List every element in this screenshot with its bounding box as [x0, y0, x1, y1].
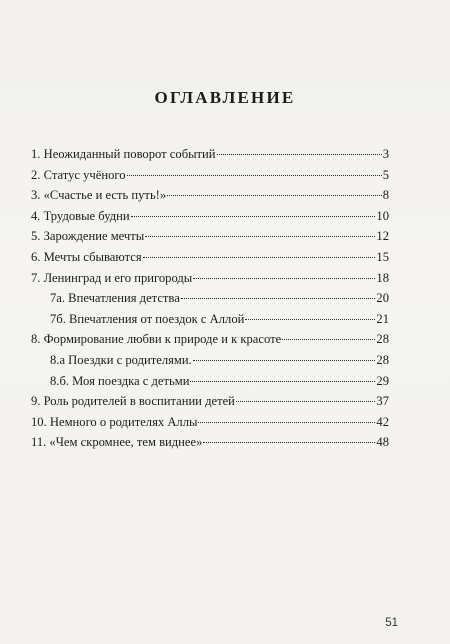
toc-leader-dots	[245, 319, 375, 320]
toc-leader-dots	[167, 195, 382, 196]
page-title: ОГЛАВЛЕНИЕ	[154, 88, 296, 107]
toc-entry-page: 28	[376, 352, 389, 367]
toc-entry	[31, 391, 389, 412]
toc-leader-dots	[203, 442, 375, 443]
toc-entry	[31, 144, 389, 165]
toc-entry-label: 9. Роль родителей в воспитании детей	[31, 394, 235, 409]
toc-entry	[31, 247, 389, 268]
toc-entry-page: 42	[376, 414, 389, 429]
toc-entry-label: 2. Статус учёного	[31, 167, 126, 182]
toc-entry-page: 20	[376, 291, 389, 306]
toc-subentry	[31, 309, 389, 330]
toc-entry-label: 4. Трудовые будни	[31, 208, 130, 223]
toc-subentry	[31, 350, 389, 371]
toc-entry-label: 10. Немного о родителях Аллы	[31, 414, 198, 429]
toc-entry-page: 18	[376, 270, 389, 285]
toc-entry	[31, 268, 389, 289]
toc-entry-label: 11. «Чем скромнее, тем виднее»	[31, 435, 203, 450]
toc-entry-page: 5	[382, 167, 389, 182]
toc-leader-dots	[131, 216, 376, 217]
toc-leader-dots	[181, 298, 376, 299]
toc-entry-page: 10	[376, 208, 389, 223]
toc-entry-label: 7б. Впечатления от поездок с Аллой	[50, 311, 245, 326]
toc-leader-dots	[198, 422, 375, 423]
toc-entry-label: 8. Формирование любви к природе и к красоте	[31, 332, 282, 347]
toc-entry-label: 1. Неожиданный поворот событий	[31, 147, 216, 161]
toc-entry-page: 28	[376, 332, 389, 347]
toc-leader-dots	[217, 154, 382, 155]
toc-entry-label: 5. Зарождение мечты	[31, 229, 145, 244]
toc-entry-page: 15	[376, 249, 389, 264]
toc-entry-page: 8	[382, 188, 389, 203]
toc-leader-dots	[143, 257, 376, 258]
toc-entry-label: 6. Мечты сбываются	[31, 249, 142, 264]
toc-leader-dots	[127, 175, 382, 176]
toc-subentry	[31, 288, 389, 309]
toc-entry-page: 3	[382, 147, 389, 161]
toc-entry-page: 12	[376, 229, 389, 244]
page-number: 51	[385, 617, 398, 629]
toc-leader-dots	[190, 381, 375, 382]
toc-leader-dots	[145, 236, 375, 237]
toc-entry-label: 7. Ленинград и его пригороды	[31, 270, 193, 285]
toc-entry	[31, 412, 389, 433]
toc-subentry	[31, 371, 389, 392]
toc-entry-page: 29	[376, 373, 389, 388]
toc-entry-page: 21	[376, 311, 389, 326]
toc-entry-label: 8.а Поездки с родителями.	[50, 352, 192, 367]
toc-entry-label: 3. «Счастье и есть путь!»	[31, 188, 167, 203]
toc-entry	[31, 329, 389, 350]
toc-entry-page: 48	[376, 435, 389, 450]
toc-entry	[31, 226, 389, 247]
toc-leader-dots	[193, 278, 375, 279]
toc-entry-label: 8.б. Моя поездка с детьми	[50, 373, 190, 388]
toc-entry-page: 37	[376, 394, 389, 409]
toc-leader-dots	[282, 339, 375, 340]
toc-leader-dots	[236, 401, 376, 402]
toc-entry	[31, 432, 389, 453]
toc-entry	[31, 185, 389, 206]
toc-entry-label: 7а. Впечатления детства	[50, 291, 180, 306]
toc-leader-dots	[193, 360, 376, 361]
toc-entry	[31, 206, 389, 227]
toc-entry	[31, 165, 389, 186]
table-of-contents	[31, 144, 389, 453]
